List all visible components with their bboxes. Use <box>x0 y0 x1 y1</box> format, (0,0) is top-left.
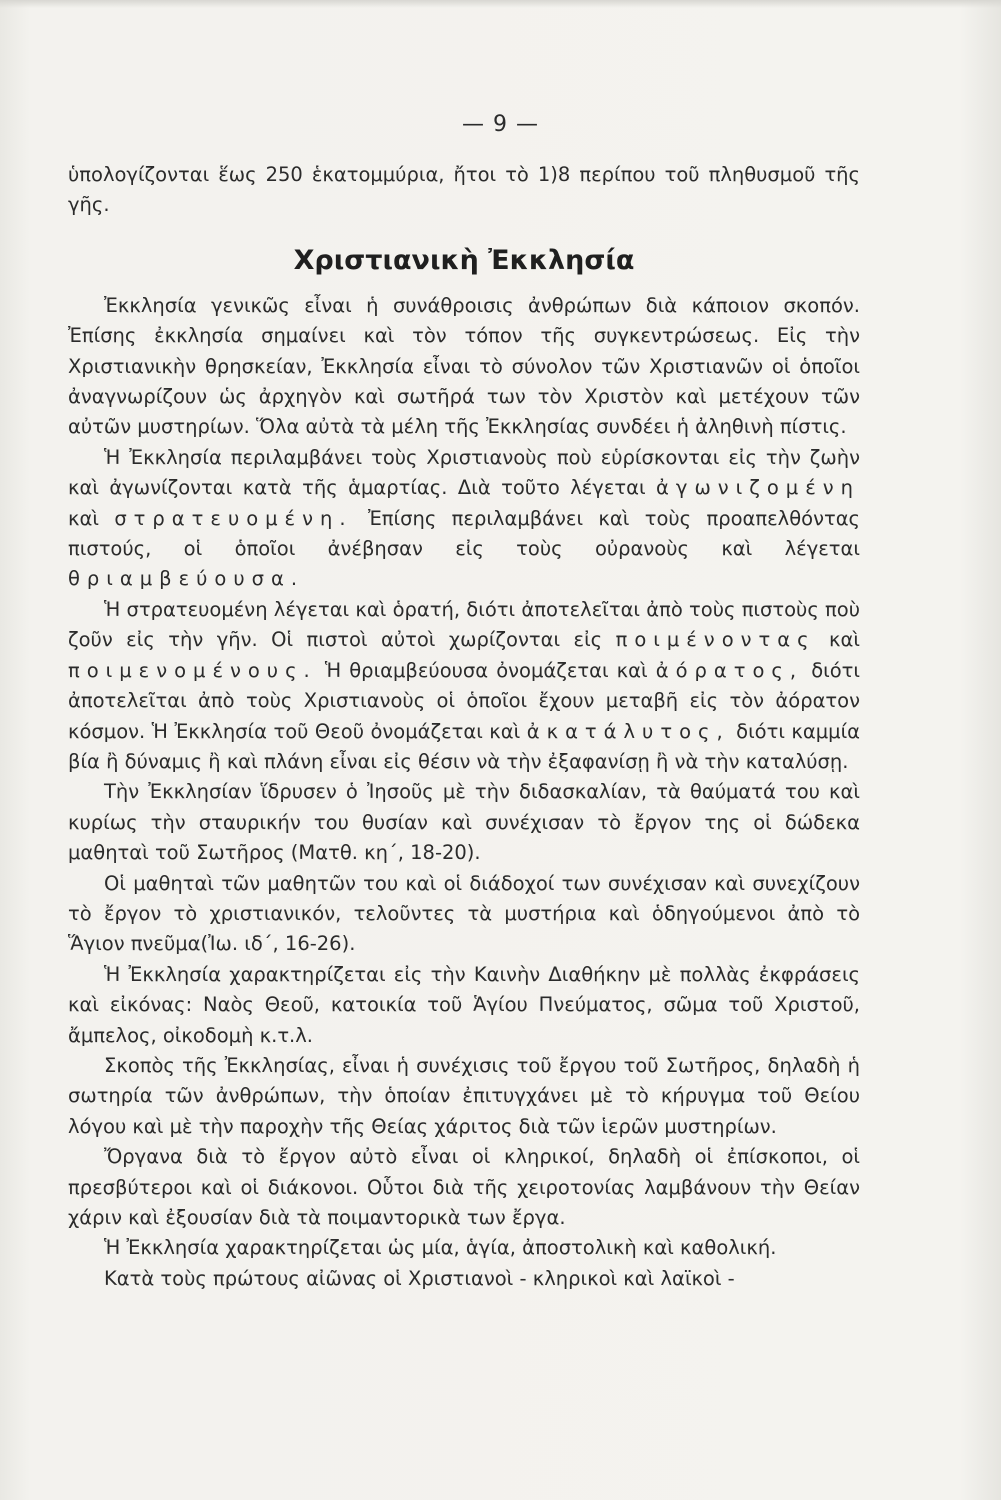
text-run: Ἡ στρατευομένη λέγεται καὶ ὁρατή, διότι ἀποτελεῖται ἀπὸ τοὺς πιστοὺς ποὺ ζοῦν εἰς τὴν γῆν. Οἱ πιστοὶ αὐτοὶ χωρίζονται εἰς <box>68 597 860 652</box>
paragraph-early-centuries: Κατὰ τοὺς πρώτους αἰῶνας οἱ Χριστιανοὶ - κληρικοὶ καὶ λαϊκοὶ - <box>104 1266 735 1290</box>
intro-paragraph: ὑπολογίζονται ἕως 250 ἑκατομμύρια, ἤτοι τὸ 1)8 περίπου τοῦ πληθυσμοῦ τῆς γῆς. <box>68 163 860 217</box>
spaced-term: ἀκατάλυτος, <box>526 719 730 743</box>
paragraph-images: Ἡ Ἐκκλησία χαρακτηρίζεται εἰς τὴν Καινὴν Διαθήκην μὲ πολλὰς ἐκφράσεις καὶ εἰκόνας: Ναὸς Θεοῦ, κατοικία τοῦ Ἁγίου Πνεύματος, σῶμα τοῦ Χριστοῦ, ἄμπελος, οἰκοδομὴ κ.τ.λ. <box>68 962 860 1047</box>
spaced-term: ἀόρατος, <box>655 658 804 682</box>
spaced-term: θριαμβεύουσα. <box>68 567 305 591</box>
body-text <box>68 160 860 1294</box>
paragraph-attributes: Ἡ Ἐκκλησία χαρακτηρίζεται ὡς μία, ἁγία, ἀποστολικὴ καὶ καθολική. <box>104 1236 777 1260</box>
spaced-term: ποιμενομένους. <box>68 658 317 682</box>
page-number: — 9 — <box>462 112 539 137</box>
paragraph-successors: Οἱ μαθηταὶ τῶν μαθητῶν του καὶ οἱ διάδοχοί των συνέχισαν καὶ συνεχίζουν τὸ ἔργον τὸ χριστιανικόν, τελοῦντες τὰ μυστήρια καὶ ὁδηγούμενοι ἀπὸ τὸ Ἅγιον πνεῦμα(Ἰω. ιδ΄, 16-26). <box>68 871 860 956</box>
text-run: καὶ <box>68 506 99 530</box>
paragraph-definition: Ἐκκλησία γενικῶς εἶναι ἡ συνάθροισις ἀνθρώπων διὰ κάποιον σκοπόν. Ἐπίσης ἐκκλησία σημαίνει καὶ τὸν τόπον τῆς συγκεντρώσεως. Εἰς τὴν Χριστιανικὴν θρησκείαν, Ἐκκλησία εἶναι τὸ σύνολον τῶν Χριστιανῶν οἱ ὁποῖοι ἀναγνωρίζουν ὡς ἀρχηγὸν καὶ σωτῆρά των τὸν Χριστὸν καὶ μετέχουν τῶν αὐτῶν μυστηρίων. Ὅλα αὐτὰ τὰ μέλη τῆς Ἐκκλησίας συνδέει ἡ ἀληθινὴ πίστις. <box>68 293 860 439</box>
paragraph-purpose: Σκοπὸς τῆς Ἐκκλησίας, εἶναι ἡ συνέχισις τοῦ ἔργου τοῦ Σωτῆρος, δηλαδὴ ἡ σωτηρία τῶν ἀνθρώπων, τὴν ὁποίαν ἐπιτυγχάνει μὲ τὸ κήρυγμα τοῦ Θείου λόγου καὶ μὲ τὴν παροχὴν τῆς Θείας χάριτος διὰ τῶν ἱερῶν μυστηρίων. <box>68 1053 860 1138</box>
paragraph-foundation: Τὴν Ἐκκλησίαν ἵδρυσεν ὁ Ἰησοῦς μὲ τὴν διδασκαλίαν, τὰ θαύματά του καὶ κυρίως τὴν σταυρικήν του θυσίαν καὶ συνέχισαν τὸ ἔργον της οἱ δώδεκα μαθηταὶ τοῦ Σωτῆρος (Ματθ. κη΄, 18-20). <box>68 780 860 865</box>
section-heading: Χριστιανικὴ Ἐκκλησία <box>293 244 635 276</box>
paragraph-clergy: Ὄργανα διὰ τὸ ἔργον αὐτὸ εἶναι οἱ κληρικοί, δηλαδὴ οἱ ἐπίσκοποι, οἱ πρεσβύτεροι καὶ οἱ διάκονοι. Οὗτοι διὰ τῆς χειροτονίας λαμβάνουν τὴν Θείαν χάριν καὶ ἐξουσίαν διὰ τὰ ποιμαντορικὰ των ἔργα. <box>68 1145 860 1229</box>
text-run: διότι καμμία βία ἢ δύναμις ἢ καὶ πλάνη εἶναι εἰς θέσιν νὰ τὴν ἐξαφανίσῃ ἢ νὰ τὴν καταλύσῃ. <box>68 719 861 773</box>
text-run: διότι ἀποτελεῖται ἀπὸ τοὺς Χριστιανοὺς οἱ ὁποῖοι ἔχουν μεταβῆ εἰς τὸν ἀόρατον κόσμον. Ἡ Ἐκκλησία τοῦ Θεοῦ ὀνομάζεται καὶ <box>68 658 860 743</box>
paragraph-visible-church <box>68 595 860 777</box>
spaced-term: ποιμένοντας <box>615 628 816 652</box>
text-run: καὶ <box>829 628 860 652</box>
paragraph-militant-church <box>68 443 860 595</box>
text-run: Ἐπίσης περιλαμβάνει καὶ τοὺς προαπελθόντας πιστούς, οἱ ὁποῖοι ἀνέβησαν εἰς τοὺς οὐρανοὺς καὶ λέγεται <box>68 506 861 561</box>
text-run: Ἡ θριαμβεύουσα ὀνομάζεται καὶ <box>324 658 648 682</box>
text-run: Ἡ Ἐκκλησία περιλαμβάνει τοὺς Χριστιανοὺς ποὺ εὑρίσκονται εἰς τὴν ζωὴν καὶ ἀγωνίζονται κατὰ τῆς ἁμαρτίας. Διὰ τοῦτο λέγεται <box>68 445 860 500</box>
page-top-edge <box>0 0 1001 8</box>
spaced-term: στρατευομένη. <box>114 506 353 530</box>
spaced-term: ἀγωνιζομένη <box>656 476 860 500</box>
